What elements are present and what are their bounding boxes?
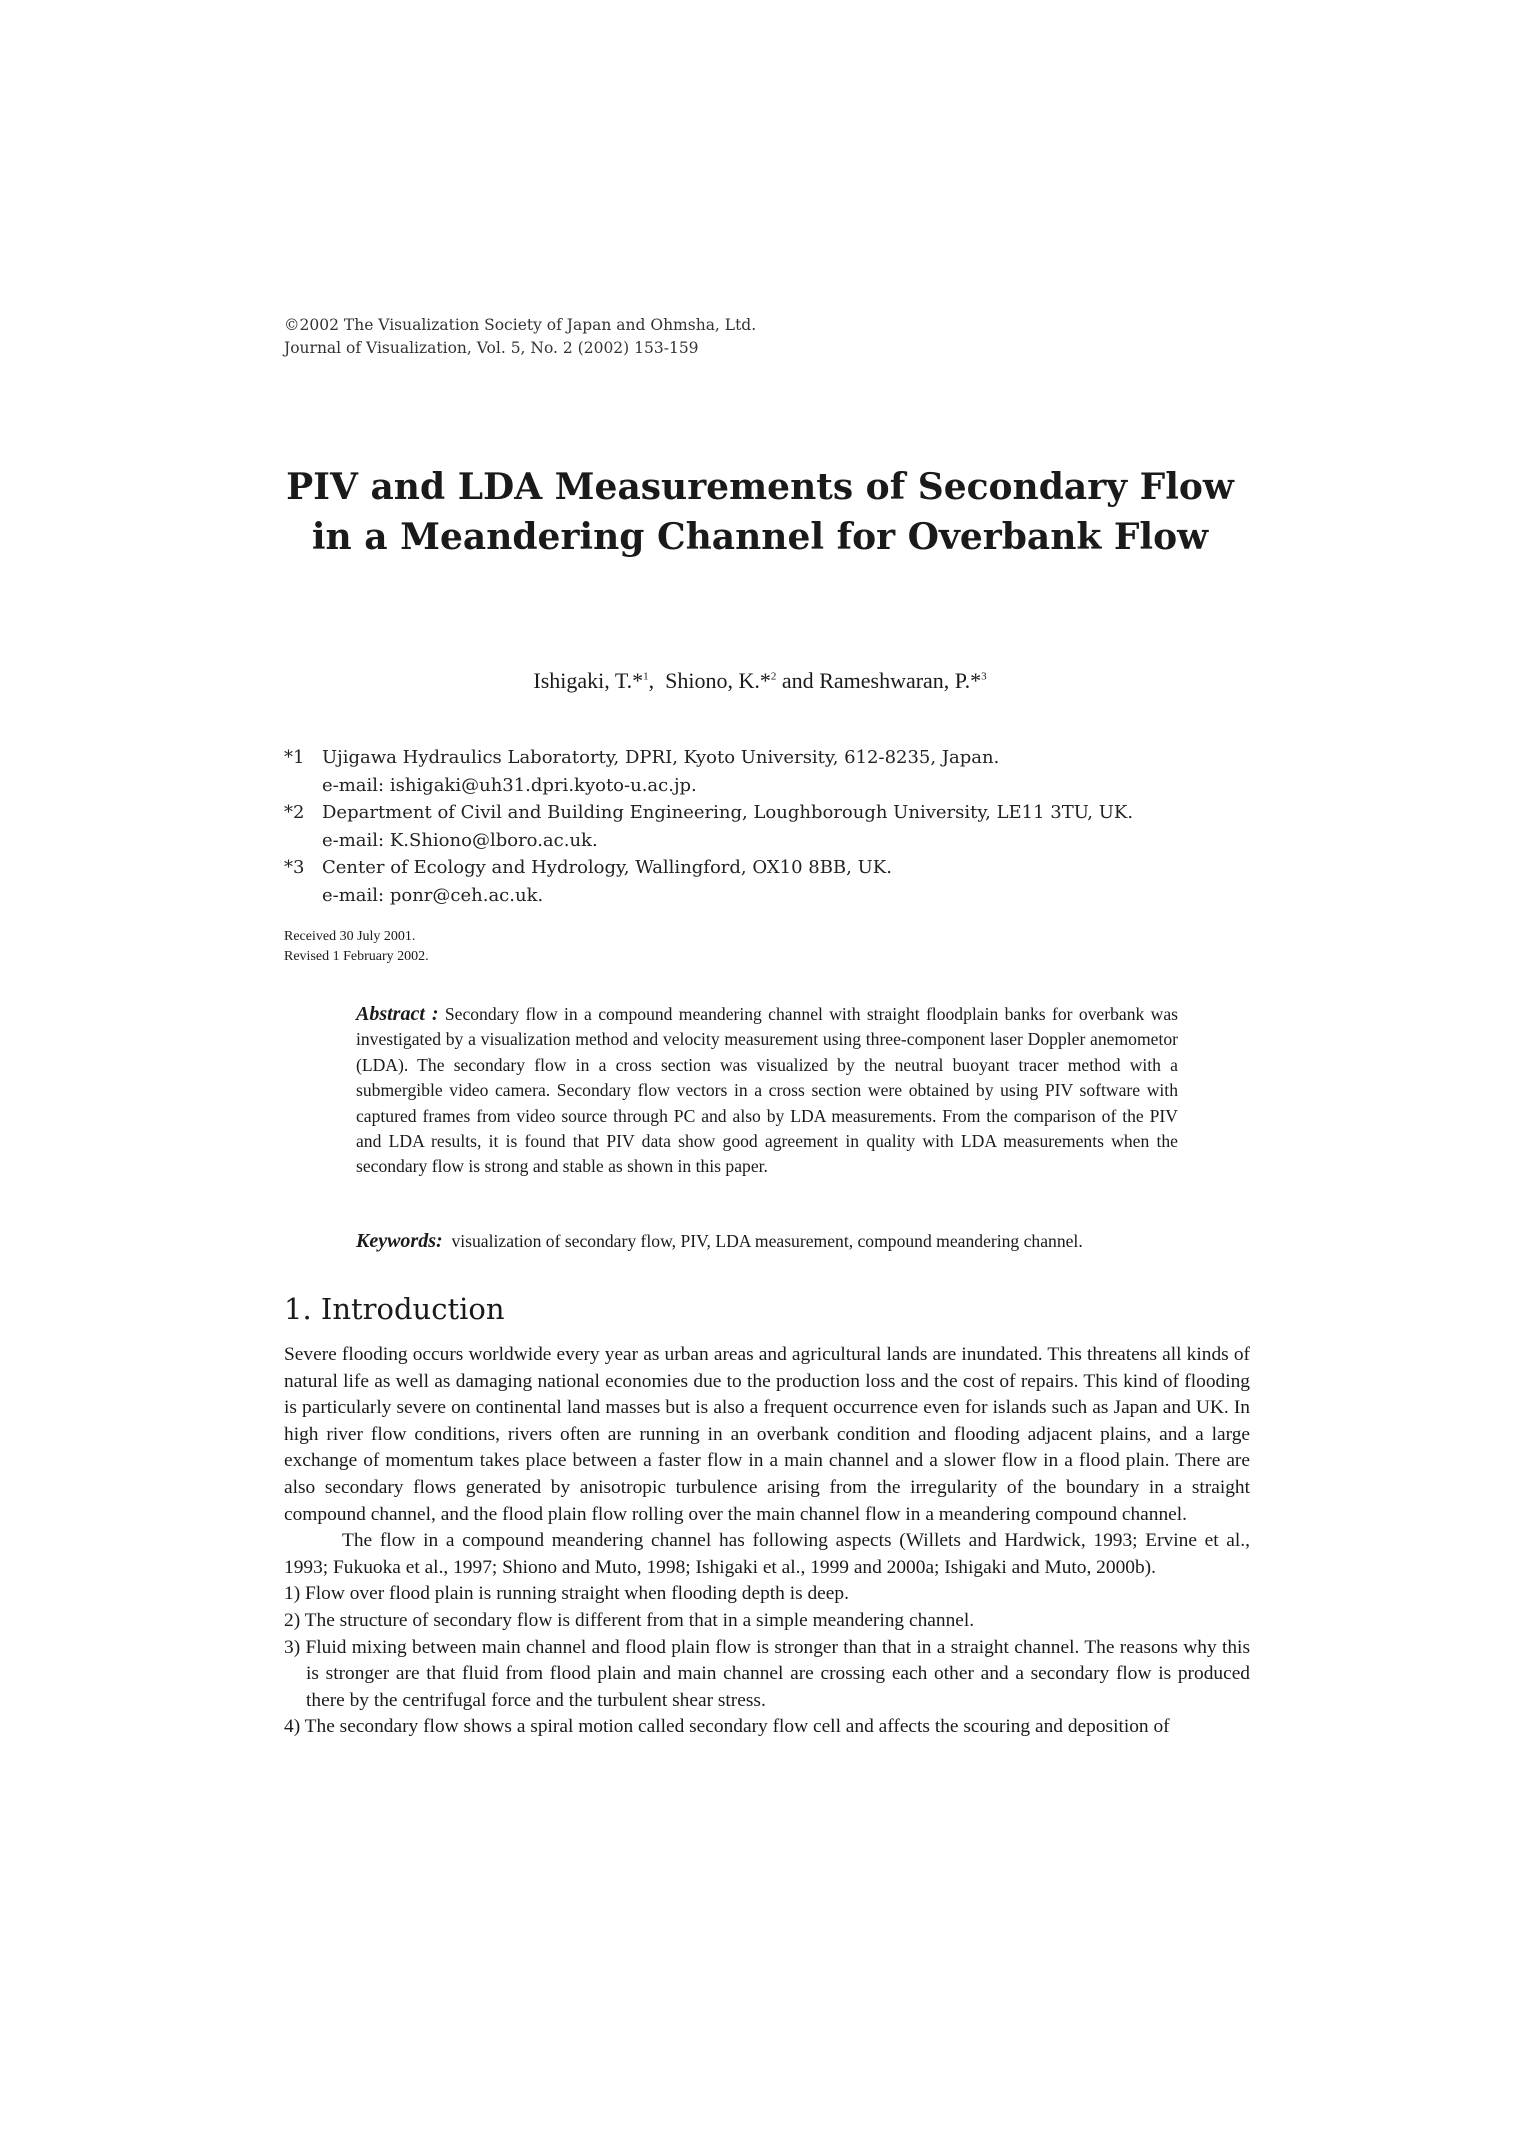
affiliation-mark: *2	[284, 802, 305, 823]
affiliation-3	[284, 854, 1244, 882]
list-item: 3) Fluid mixing between main channel and flood plain flow is stronger than that in a straight channel. The reasons why this is stronger are that fluid from flood plain and main channel are crossing each other and a secondary flow is produced there by the centrifugal force and the turbulent shear stress.	[284, 1636, 1250, 1711]
list-item: 2) The structure of secondary flow is different from that in a simple meandering channel.	[284, 1609, 975, 1631]
affiliation-email: e-mail: K.Shiono@lboro.ac.uk.	[322, 829, 598, 851]
affiliation-email: e-mail: ponr@ceh.ac.uk.	[322, 884, 544, 906]
title-line-1: PIV and LDA Measurements of Secondary Flow	[286, 466, 1234, 508]
author-3-affil: 3	[981, 670, 987, 683]
paragraph: Severe flooding occurs worldwide every year as urban areas and agricultural lands are inundated. This threatens all kinds of natural life as well as damaging national economies due to the production loss and the cost of repairs. This kind of flooding is particularly severe on continental land masses but is also a frequent occurrence even for islands such as Japan and UK. In high river flow conditions, rivers often are running in an overbank condition and flooding adjacent plains, and a large exchange of momentum takes place between a faster flow in a main channel and a slower flow in a flood plain. There are also secondary flows generated by anisotropic turbulence arising from the irregularity of the boundary in a straight compound channel, and the flood plain flow rolling over the main channel flow in a meandering compound channel.	[284, 1344, 1250, 1525]
received-date: Received 30 July 2001.	[284, 929, 416, 944]
section-body	[284, 1342, 1250, 1741]
revised-date: Revised 1 February 2002.	[284, 949, 429, 964]
affiliation-mark: *3	[284, 857, 305, 878]
author-1: Ishigaki, T.*	[533, 668, 644, 693]
paper-title	[0, 462, 1520, 562]
author-list	[0, 668, 1520, 694]
abstract-label: Abstract :	[356, 1003, 439, 1025]
keywords-text: visualization of secondary flow, PIV, LDA measurement, compound meandering channel.	[451, 1231, 1083, 1251]
title-line-2: in a Meandering Channel for Overbank Flow	[311, 516, 1209, 558]
affiliation-text: Ujigawa Hydraulics Laboratorty, DPRI, Kyoto University, 612-8235, Japan.	[322, 747, 1000, 768]
abstract	[356, 1002, 1178, 1180]
list-item: 1) Flow over flood plain is running straight when flooding depth is deep.	[284, 1583, 849, 1605]
affiliation-text: Department of Civil and Building Engineering, Loughborough University, LE11 3TU, UK.	[322, 802, 1134, 823]
affiliation-2	[284, 799, 1244, 827]
affiliation-1	[284, 744, 1244, 772]
author-2-affil: 2	[770, 670, 777, 683]
keywords-label: Keywords:	[356, 1230, 443, 1252]
journal-line: Journal of Visualization, Vol. 5, No. 2 (2002) 153-159	[284, 339, 699, 357]
affiliation-text: Center of Ecology and Hydrology, Wallingford, OX10 8BB, UK.	[322, 857, 892, 878]
abstract-text: Secondary flow in a compound meandering channel with straight floodplain banks for overbank was investigated by a visualization method and velocity measurement using three-component laser Doppler anemometor (LDA). The secondary flow in a cross section was visualized by the neutral buoyant tracer method with a submergible video camera. Secondary flow vectors in a cross section were obtained by using PIV software with captured frames from video source through PC and also by LDA measurements. From the comparison of the PIV and LDA results, it is found that PIV data show good agreement in quality with LDA measurements when the secondary flow is strong and stable as shown in this paper.	[356, 1004, 1178, 1177]
affiliation-email: e-mail: ishigaki@uh31.dpri.kyoto-u.ac.jp.	[322, 774, 697, 796]
affiliations	[284, 744, 1244, 909]
paragraph: The flow in a compound meandering channel has following aspects (Willets and Hardwick, 1993; Ervine et al., 1993; Fukuoka et al., 1997; Shiono and Muto, 1998; Ishigaki et al., 1999 and 2000a; Ishigaki and Muto, 2000b).	[284, 1530, 1250, 1578]
author-1-affil: 1	[643, 670, 649, 683]
copyright-line: ©2002 The Visualization Society of Japan and Ohmsha, Ltd.	[284, 316, 757, 334]
author-separator: and	[776, 668, 820, 693]
section-heading: 1. Introduction	[284, 1292, 505, 1326]
affiliation-mark: *1	[284, 747, 305, 768]
author-2: Shiono, K.*	[665, 668, 771, 693]
copyright-header	[284, 314, 756, 360]
keywords	[356, 1230, 1196, 1253]
author-separator: ,	[648, 668, 666, 693]
list-item: 4) The secondary flow shows a spiral motion called secondary flow cell and affects the scouring and deposition of	[284, 1716, 1170, 1738]
author-3: Rameshwaran, P.*	[819, 668, 982, 693]
submission-dates	[284, 927, 429, 967]
